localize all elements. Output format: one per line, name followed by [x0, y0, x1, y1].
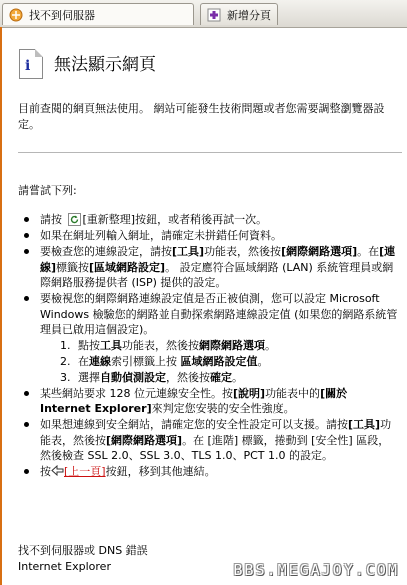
footer: [18, 543, 148, 575]
step-c: ，然後按: [166, 370, 210, 384]
step-b: 自動偵測設定: [100, 370, 166, 384]
conn-t5: 。 設定應符合區域網路 (LAN) 系統管理員或網際網路服務提供者 (ISP) 提供的設定。: [40, 260, 394, 289]
step-num: 3.: [60, 370, 71, 384]
ie-page-icon: [9, 8, 23, 22]
conn-t3: 。在: [357, 245, 380, 258]
ssl-t1: 某些網站要求 128 位元連線安全性。按: [40, 386, 233, 400]
watermark: BBS.MEGAJOY.COM: [233, 561, 399, 579]
secure-t3: 。在 [進階] 標籤，捲動到 [安全性] 區段，然後檢查 SSL 2.0、SSL 3.0、TLS 1.0、PCT 1.0 的設定。: [40, 433, 390, 462]
step-3: [60, 370, 400, 386]
secure-t2: 功能表，然後按: [40, 418, 392, 447]
back-link[interactable]: [上一頁]: [64, 465, 106, 478]
step-b: 工具: [100, 338, 122, 352]
secure-t1: 如果想連線到安全網站，請確定您的安全性設定可以支援。請按: [40, 418, 348, 431]
step-num: 2.: [60, 354, 71, 368]
back-post: 按鈕，移到其他連結。: [105, 465, 216, 478]
new-tab-button[interactable]: [200, 3, 278, 25]
ssl-t3: 來判定您安裝的安全性強度。: [151, 402, 295, 415]
step-e: 。: [265, 338, 276, 352]
step-d: 確定: [210, 370, 232, 384]
step-1: [60, 338, 400, 354]
step-c: 功能表，然後按: [122, 338, 199, 352]
list-item-back: [40, 464, 400, 480]
secure-b1: [工具]: [348, 418, 381, 431]
conn-b1: [工具]: [172, 245, 205, 258]
step-d: 網際網路選項: [199, 338, 265, 352]
step-num: 1.: [60, 338, 71, 352]
divider: [18, 152, 402, 153]
list-item-address: 如果在網址列輸入網址，請確定未拼錯任何資料。: [40, 228, 400, 244]
step-b: 連線: [89, 354, 111, 368]
tab-label: 找不到伺服器: [29, 8, 95, 22]
suggestion-list: [40, 212, 400, 480]
step-d: 區域網路設定值: [180, 354, 258, 368]
ssl-b1: [說明]: [233, 386, 266, 400]
plus-icon: [207, 8, 221, 22]
step-a: 選擇: [78, 370, 100, 384]
list-item-detect: [40, 291, 400, 385]
list-item-ssl: [40, 386, 400, 417]
step-e: 。: [257, 354, 269, 368]
step-2: [60, 354, 400, 370]
step-c: 索引標籤上按: [111, 354, 181, 368]
footer-browser: Internet Explorer: [18, 560, 111, 573]
refresh-icon: [68, 213, 81, 226]
list-item-refresh: [40, 212, 400, 228]
refresh-post: 按鈕，或者稍後再試一次。: [135, 213, 268, 226]
refresh-link[interactable]: [重新整理]: [82, 213, 136, 226]
page-content: [0, 27, 407, 585]
conn-b4: [區域網路設定]: [89, 260, 166, 274]
back-pre: 按: [40, 465, 51, 478]
list-item-secure: [40, 417, 400, 464]
step-a: 點按: [78, 338, 100, 352]
ssl-b2: [關於 Internet Explorer]: [40, 386, 348, 415]
ssl-t2: 功能表中的: [265, 386, 321, 400]
secure-b2: [網際網路選項]: [106, 433, 183, 447]
conn-b3: [連線]: [40, 245, 396, 274]
list-item-connection: [40, 244, 400, 291]
intro-text: 目前查閱的網頁無法使用。 網站可能發生技術問題或者您需要調整瀏覽器設定。: [18, 102, 385, 131]
tab-bar: [0, 0, 407, 28]
try-label: 請嘗試下列:: [18, 184, 77, 197]
page-title: 無法顯示網頁: [54, 55, 156, 75]
refresh-pre: 請按: [40, 213, 62, 226]
conn-t1: 要檢查您的連線設定，請按: [40, 245, 172, 258]
conn-t4: 標籤按: [56, 260, 90, 274]
back-arrow-icon: [51, 465, 64, 476]
detect-text: 要檢視您的網際網路連線設定值是否正被偵測，您可以設定 Microsoft Windows 檢驗您的網路並自動探索網路連線設定值 (如果您的網路系統管理員已啟用這個設定)。: [40, 292, 398, 336]
tab-active[interactable]: [2, 3, 194, 25]
detect-steps: [40, 338, 400, 386]
step-a: 在: [78, 354, 89, 368]
new-tab-label: 新增分頁: [227, 8, 271, 22]
info-page-icon: i: [19, 49, 43, 79]
conn-t2: 功能表，然後按: [204, 245, 282, 258]
step-e: 。: [232, 370, 243, 384]
conn-b2: [網際網路選項]: [281, 245, 358, 258]
footer-error: 找不到伺服器或 DNS 錯誤: [18, 544, 148, 557]
